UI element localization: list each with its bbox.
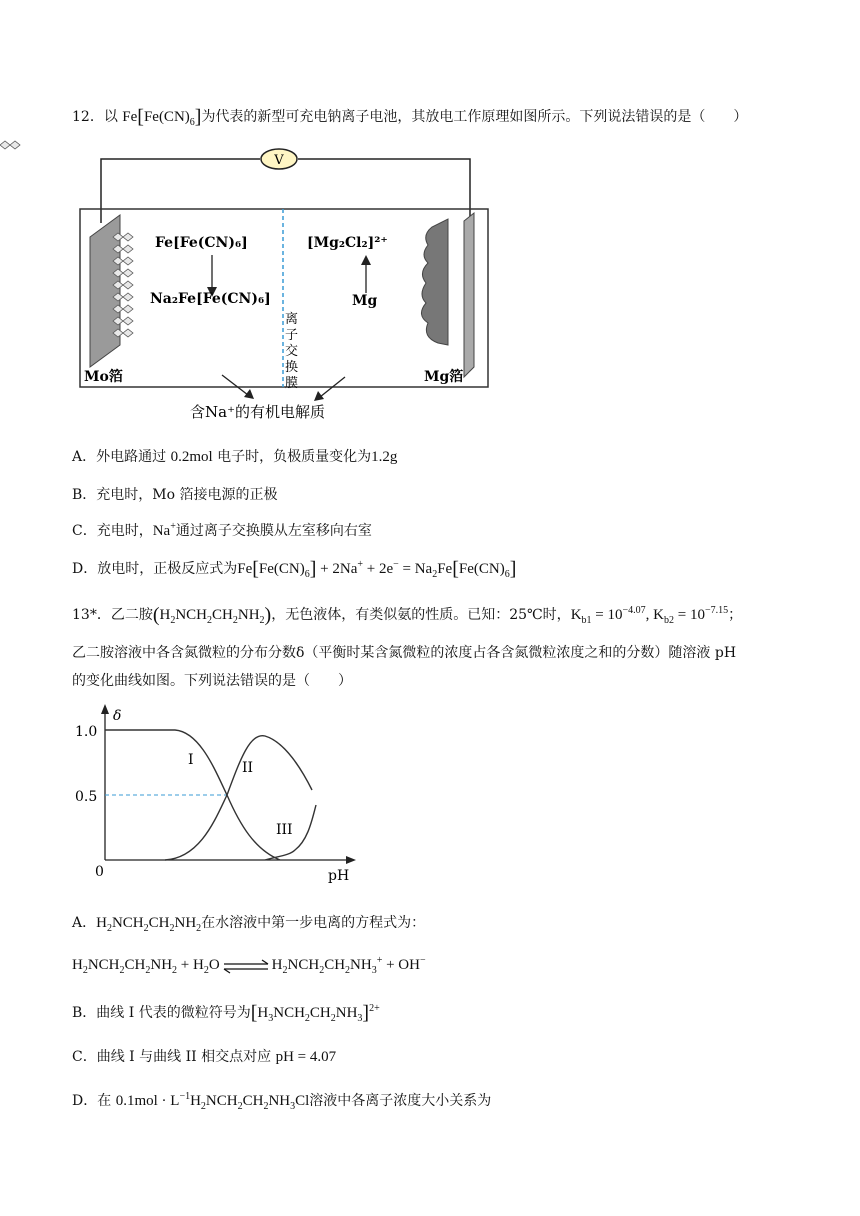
mo-foil-label: Mo箔 bbox=[84, 369, 123, 385]
y-axis-label: δ bbox=[113, 708, 122, 724]
mg-foil-label: Mg箔 bbox=[424, 369, 464, 385]
q12-option-d: D．放电时，正极反应式为$Fe[Fe(CN)_6] + 2Na^+ + 2e^- = Na_2Fe[Fe(CN)_6]$ bbox=[72, 558, 517, 580]
y-tick-05: 0.5 bbox=[75, 789, 98, 805]
q13-stem-line3: 的变化曲线如图。下列说法错误的是（ ） bbox=[72, 673, 352, 689]
svg-text:换: 换 bbox=[285, 360, 299, 375]
svg-text:膜: 膜 bbox=[285, 376, 299, 391]
q13-option-c: C．曲线 I 与曲线 II 相交点对应 pH = 4.07 bbox=[72, 1049, 337, 1065]
q13-option-d: D．在 $0.1mol \cdot L^{-1}H_2NCH_2CH_2NH_3Cl$溶液中各离子浓度大小关系为 bbox=[72, 1091, 492, 1112]
q12-formula: $Fe[Fe(CN)_6]$ bbox=[122, 106, 202, 128]
left-bottom-species: Na₂Fe[Fe(CN)₆] bbox=[150, 291, 271, 307]
curve-label-ii: II bbox=[242, 760, 254, 776]
y-tick-1: 1.0 bbox=[75, 724, 98, 740]
voltmeter-label: V bbox=[274, 153, 284, 168]
equilibrium-arrow-icon bbox=[222, 960, 270, 972]
y-tick-0: 0 bbox=[95, 864, 104, 880]
q13-stem-line1: 13*．乙二胺$(H_2NCH_2CH_2NH_2)$，无色液体，有类似氨的性质。已知：25℃时，$K_{b1} = 10^{-4.07}$, $K_{b2} = 10^{-7.15}$； bbox=[72, 604, 743, 626]
q12-stem: 12．以 $Fe[Fe(CN)_6]$为代表的新型可充电钠离子电池，其放电工作原理如图所示。下列说法错误的是（ ） bbox=[72, 106, 748, 128]
x-axis-label: pH bbox=[328, 868, 350, 884]
membrane-label bbox=[285, 312, 298, 391]
q13-stem-line2: 乙二胺溶液中各含氮微粒的分布分数δ（平衡时某含氮微粒的浓度占各含氮微粒浓度之和的分数）随溶液 pH bbox=[72, 645, 737, 661]
mg-foil-electrode bbox=[464, 213, 474, 377]
q12-option-b: B．充电时，Mo 箔接电源的正极 bbox=[72, 487, 278, 503]
svg-text:交: 交 bbox=[285, 344, 299, 359]
q13-option-a-equation: $H_2NCH_2CH_2NH_2 + H_2O$ $H_2NCH_2CH_2NH_3^+ + OH^-$ bbox=[72, 955, 426, 976]
distribution-graph bbox=[75, 700, 380, 890]
left-top-species: Fe[Fe(CN)₆] bbox=[155, 235, 248, 251]
svg-text:离: 离 bbox=[285, 312, 299, 327]
q13-option-b: B．曲线 I 代表的微粒符号为$[H_3NCH_2CH_2NH_3]^{2+}$ bbox=[72, 1002, 380, 1024]
curve-label-i: I bbox=[188, 752, 194, 768]
q12-option-c: C．充电时，Na+通过离子交换膜从左室移向右室 bbox=[72, 521, 372, 539]
q12-option-d-equation: $Fe[Fe(CN)_6] + 2Na^+ + 2e^- = Na_2Fe[Fe(CN)_6]$ bbox=[237, 558, 517, 580]
svg-text:子: 子 bbox=[285, 328, 299, 343]
mg-rough-surface bbox=[421, 219, 448, 345]
q13-option-a: A．$H_2NCH_2CH_2NH_2$在水溶液中第一步电离的方程式为： bbox=[72, 915, 426, 934]
right-top-species: [Mg₂Cl₂]²⁺ bbox=[307, 235, 388, 251]
electrolyte-label: 含Na⁺的有机电解质 bbox=[190, 403, 325, 421]
q12-option-a: A．外电路通过 0.2mol 电子时，负极质量变化为1.2g bbox=[72, 449, 398, 465]
curve-label-iii: III bbox=[276, 822, 293, 838]
battery-diagram bbox=[0, 145, 860, 425]
right-bottom-species: Mg bbox=[352, 293, 378, 309]
